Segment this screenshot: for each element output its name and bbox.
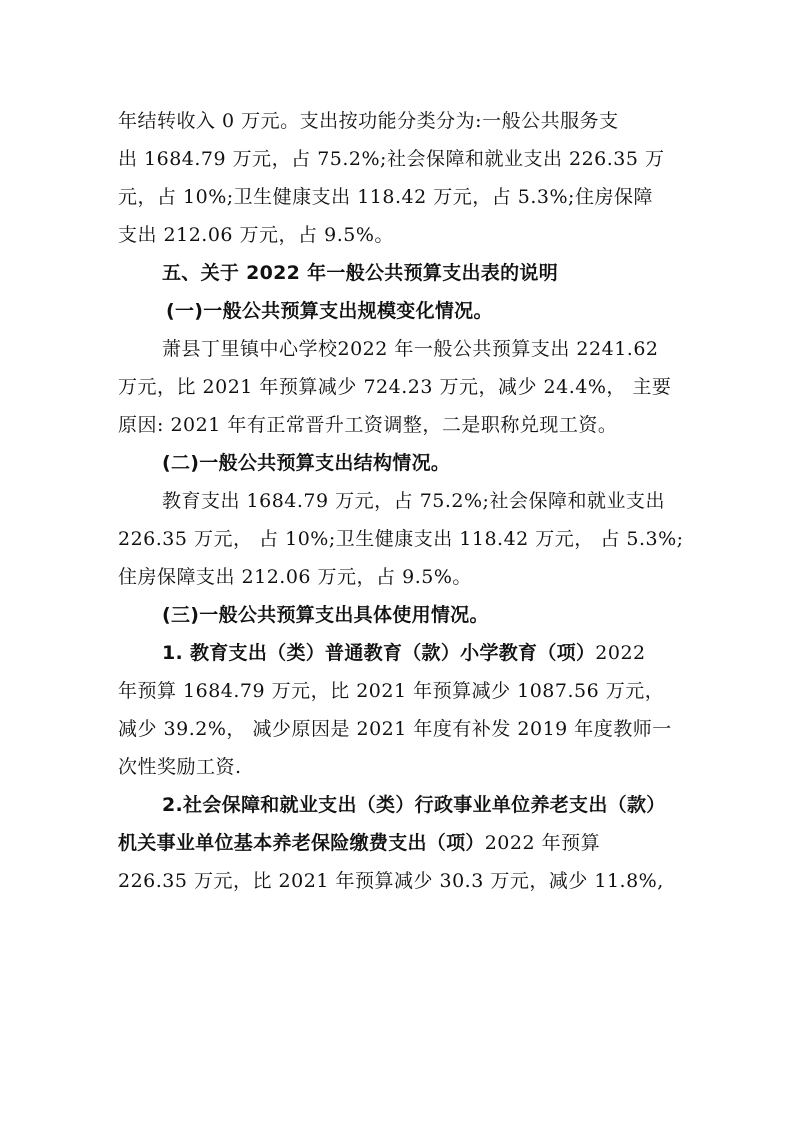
item-1-heading: 1. 教育支出（类）普通教育（款）小学教育（项） [162, 642, 596, 664]
section-heading: 五、关于 2022 年一般公共预算支出表的说明 [162, 262, 559, 284]
item-2-year: 2022 年预算 [484, 832, 601, 854]
item-2-second-line [118, 824, 678, 862]
paragraph-line: 支出 212.06 万元，占 9.5%。 [118, 224, 394, 246]
item-2-heading: 2.社会保障和就业支出（类）行政事业单位养老支出（款） [162, 794, 666, 816]
paragraph-line: 原因: 2021 年有正常晋升工资调整，二是职称兑现工资。 [118, 414, 618, 436]
paragraph-line: 教育支出 1684.79 万元，占 75.2%;社会保障和就业支出 [162, 490, 665, 512]
paragraph-line: 减少 39.2%， 减少原因是 2021 年度有补发 2019 年度教师一 [118, 718, 672, 740]
subsection-heading-3: (三)一般公共预算支出具体使用情况。 [162, 604, 489, 626]
paragraph-line: 226.35 万元， 占 10%;卫生健康支出 118.42 万元， 占 5.3%; [118, 528, 684, 550]
paragraph-line: 萧县丁里镇中心学校2022 年一般公共预算支出 2241.62 [162, 338, 659, 360]
paragraph-line: 次性奖励工资. [118, 756, 242, 778]
item-1-year: 2022 [595, 642, 646, 664]
paragraph-line: 住房保障支出 212.06 万元，占 9.5%。 [118, 566, 472, 588]
paragraph-line: 年预算 1684.79 万元，比 2021 年预算减少 1087.56 万元， [118, 680, 665, 702]
paragraph-line: 元，占 10%;卫生健康支出 118.42 万元，占 5.3%;住房保障 [118, 186, 653, 208]
paragraph-line: 出 1684.79 万元，占 75.2%;社会保障和就业支出 226.35 万 [118, 148, 665, 170]
paragraph-line: 年结转收入 0 万元。支出按功能分类分为:一般公共服务支 [118, 110, 619, 132]
subsection-heading-2: (二)一般公共预算支出结构情况。 [162, 452, 451, 474]
item-1-first-line [118, 634, 678, 672]
paragraph-line: 万元，比 2021 年预算减少 724.23 万元，减少 24.4%， 主要 [118, 376, 672, 398]
document-body [118, 102, 684, 900]
paragraph-line: 226.35 万元，比 2021 年预算减少 30.3 万元，减少 11.8%, [118, 870, 664, 892]
subsection-heading-1: (一)一般公共预算支出规模变化情况。 [166, 300, 493, 322]
item-2-heading-cont: 机关事业单位基本养老保险缴费支出（项） [118, 832, 485, 854]
